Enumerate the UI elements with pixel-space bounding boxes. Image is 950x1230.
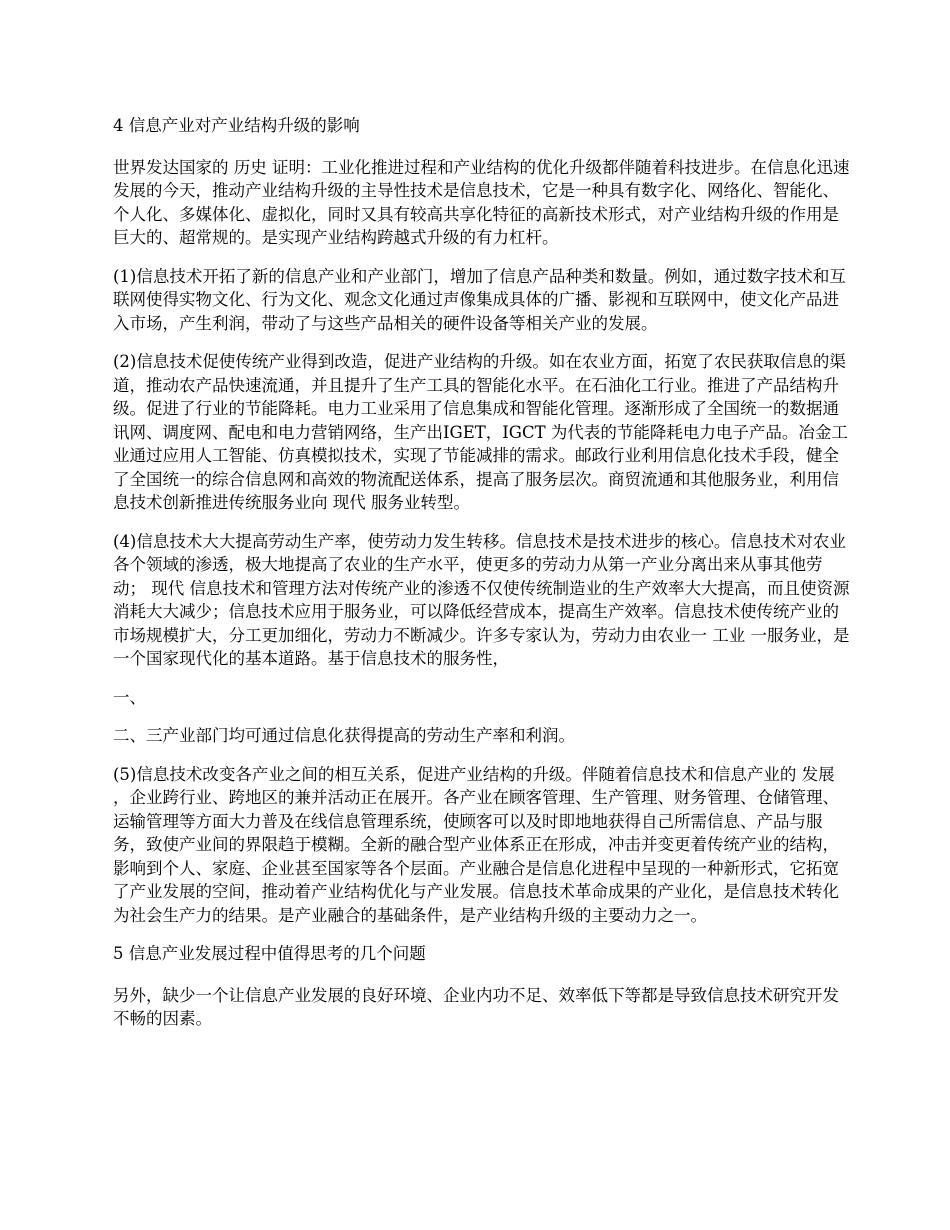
paragraph-fragment-one: 一、 xyxy=(113,687,146,707)
paragraph-point-5: (5)信息技术改变各产业之间的相互关系，促进产业结构的升级。伴随着信息技术和信息产业的 发展 ，企业跨行业、跨地区的兼并活动正在展开。各产业在顾客管理、生产管理、财务管理、仓储管理、运输管理等方面大力普及在线信息管理系统，使顾客可以及时即地地获得自己所需信息、产品与服务，致使产业间的界限趋于模糊。全新的融合型产业体系正在形成，冲击并变更着传统产业的结构，影响到个人、家庭、企业甚至国家等各个层面。产业融合是信息化进程中呈现的一种新形式，它拓宽了产业发展的空间，推动着产业结构优化与产业发展。信息技术革命成果的产业化，是信息技术转化为社会生产力的结果。是产业融合的基础条件，是产业结构升级的主要动力之一。 xyxy=(113,764,839,925)
paragraph-intro: 世界发达国家的 历史 证明：工业化推进过程和产业结构的优化升级都伴随着科技进步。在信息化迅速发展的今天，推动产业结构升级的主导性技术是信息技术，它是一种具有数字化、网络化、智能化、个人化、多媒体化、虚拟化，同时又具有较高共享化特征的高新技术形式，对产业结构升级的作用是巨大的、超常规的。是实现产业结构跨越式升级的有力杠杆。 xyxy=(113,157,850,247)
section-heading-4: 4 信息产业对产业结构升级的影响 xyxy=(113,116,360,135)
paragraph-fragment-two-three: 二、三产业部门均可通过信息化获得提高的劳动生产率和利润。 xyxy=(113,726,575,745)
paragraph-point-2: (2)信息技术促使传统产业得到改造，促进产业结构的升级。如在农业方面，拓宽了农民获取信息的渠道，推动农产品快速流通，并且提升了生产工具的智能化水平。在石油化工行业。推进了产品结构升级。促进了行业的节能降耗。电力工业采用了信息集成和智能化管理。逐渐形成了全国统一的数据通讯网、调度网、配电和电力营销网络，生产出IGET，IGCT 为代表的节能降耗电力电子产品。冶金工业通过应用人工智能、仿真模拟技术，实现了节能减排的需求。邮政行业利用信息化技术手段，健全了全国统一的综合信息网和高效的物流配送体系，提高了服务层次。商贸流通和其他服务业，利用信息技术创新推进传统服务业向 现代 服务业转型。 xyxy=(113,352,848,512)
paragraph-closing: 另外，缺少一个让信息产业发展的良好环境、企业内功不足、效率低下等都是导致信息技术研究开发不畅的因素。 xyxy=(113,985,839,1028)
paragraph-point-4: (4)信息技术大大提高劳动生产率，使劳动力发生转移。信息技术是技术进步的核心。信息技术对农业各个领域的渗透，极大地提高了农业的生产水平，使更多的劳动力从第一产业分离出来从事其他劳动； 现代 信息技术和管理方法对传统产业的渗透不仅使传统制造业的生产效率大大提高，而且使资源消耗大大减少；信息技术应用于服务业，可以降低经营成本，提高生产效率。信息技术使传统产业的市场规模扩大，分工更加细化，劳动力不断减少。许多专家认为，劳动力由农业一 工业 一服务业，是一个国家现代化的基本道路。基于信息技术的服务性， xyxy=(113,531,850,668)
paragraph-point-1: (1)信息技术开拓了新的信息产业和产业部门，增加了信息产品种类和数量。例如，通过数字技术和互联网使得实物文化、行为文化、观念文化通过声像集成具体的广播、影视和互联网中，使文化产品进入市场，产生利润，带动了与这些产品相关的硬件设备等相关产业的发展。 xyxy=(113,266,846,333)
section-heading-5: 5 信息产业发展过程中值得思考的几个问题 xyxy=(113,944,426,963)
